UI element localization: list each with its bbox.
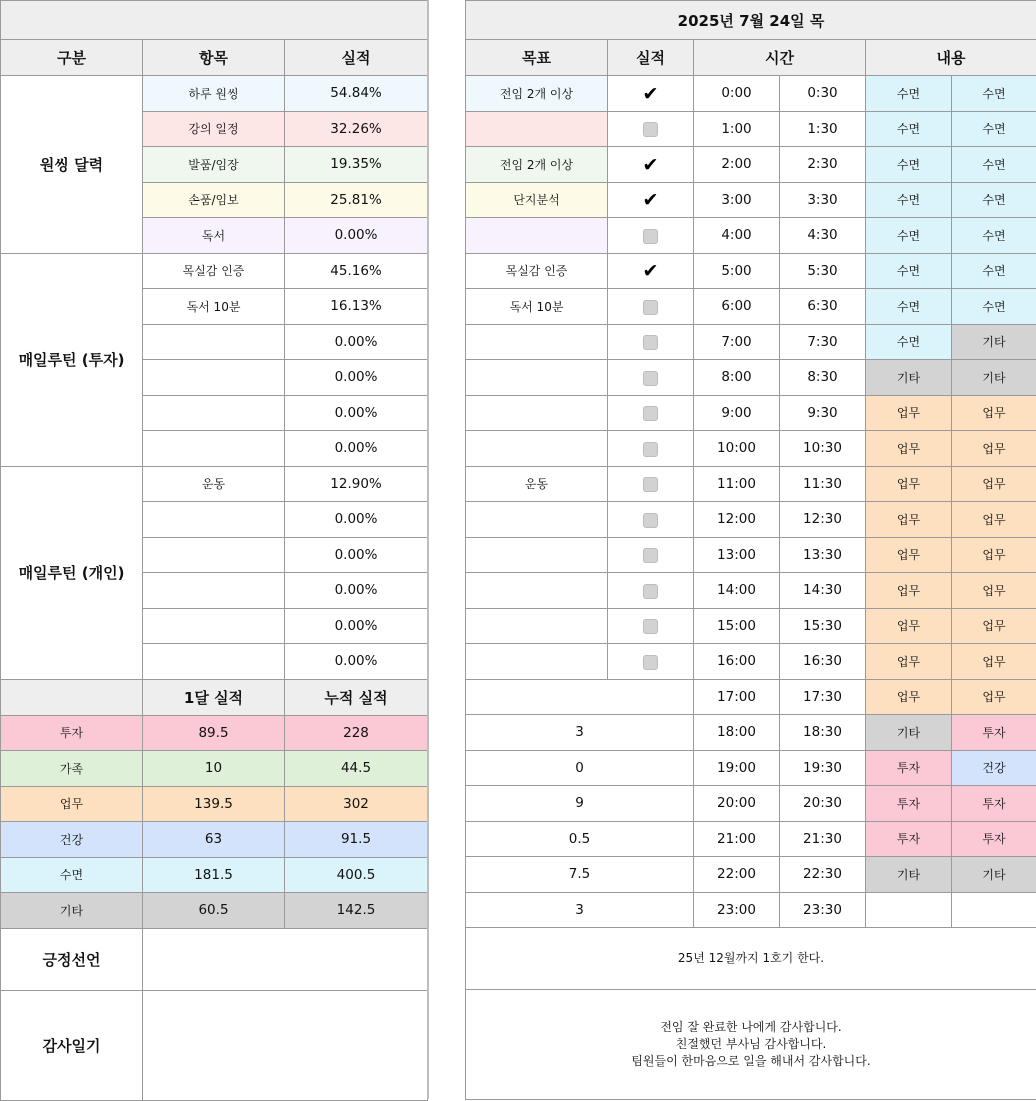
content-cell[interactable]: 업무 xyxy=(866,466,952,502)
summary-label: 수면 xyxy=(1,857,143,893)
achievement-value: 0.00% xyxy=(285,360,428,396)
content-cell[interactable]: 수면 xyxy=(866,289,952,325)
column-header: 구분 xyxy=(1,40,143,76)
table-row xyxy=(1,857,428,893)
achievement-value: 54.84% xyxy=(285,76,428,112)
time-half: 0:30 xyxy=(780,76,866,112)
achievement-value: 0.00% xyxy=(285,537,428,573)
item-label xyxy=(143,395,285,431)
table-row xyxy=(1,893,428,929)
table-row xyxy=(466,147,1036,183)
time-hour: 23:00 xyxy=(694,892,780,928)
achievement-value: 0.00% xyxy=(285,395,428,431)
time-half: 2:30 xyxy=(780,147,866,183)
time-half: 20:30 xyxy=(780,786,866,822)
time-half: 9:30 xyxy=(780,395,866,431)
time-half: 1:30 xyxy=(780,111,866,147)
time-half: 17:30 xyxy=(780,679,866,715)
time-hour: 10:00 xyxy=(694,431,780,467)
table-row xyxy=(1,466,428,502)
hours-note: 7.5 xyxy=(466,857,694,893)
item-label: 운동 xyxy=(143,466,285,502)
time-hour: 9:00 xyxy=(694,395,780,431)
result-checkbox[interactable] xyxy=(608,218,694,254)
goal-cell xyxy=(466,324,608,360)
content-cell[interactable]: 수면 xyxy=(952,289,1036,325)
table-row xyxy=(1,786,428,822)
table-row xyxy=(466,857,1036,893)
achievement-value: 45.16% xyxy=(285,253,428,289)
result-checkbox[interactable] xyxy=(608,537,694,573)
content-cell[interactable]: 수면 xyxy=(866,253,952,289)
header-content: 내용 xyxy=(866,40,1036,76)
content-cell[interactable]: 기타 xyxy=(952,857,1036,893)
checkmark-icon: ✔ xyxy=(643,83,659,105)
time-hour: 8:00 xyxy=(694,360,780,396)
content-cell[interactable]: 업무 xyxy=(866,608,952,644)
table-row xyxy=(466,821,1036,857)
content-cell[interactable]: 수면 xyxy=(952,253,1036,289)
item-label: 발품/임장 xyxy=(143,147,285,183)
total-value: 142.5 xyxy=(285,893,428,929)
time-hour: 11:00 xyxy=(694,466,780,502)
left-panel xyxy=(0,0,427,1101)
hours-note xyxy=(466,679,694,715)
table-row xyxy=(1,751,428,787)
hours-note: 0 xyxy=(466,750,694,786)
table-row xyxy=(466,573,1036,609)
achievement-value: 0.00% xyxy=(285,608,428,644)
table-row xyxy=(466,990,1036,1100)
total-value: 302 xyxy=(285,786,428,822)
total-value: 400.5 xyxy=(285,857,428,893)
time-half: 22:30 xyxy=(780,857,866,893)
content-cell[interactable]: 수면 xyxy=(866,111,952,147)
month-value: 139.5 xyxy=(143,786,285,822)
panel-divider xyxy=(427,0,429,1099)
gratitude-line: 팀원들이 한마음으로 일을 해내서 감사합니다. xyxy=(466,1053,1036,1070)
affirmation-label: 긍정선언 xyxy=(1,928,143,990)
column-header: 실적 xyxy=(285,40,428,76)
table-row xyxy=(1,928,428,990)
content-cell[interactable]: 업무 xyxy=(866,679,952,715)
achievement-value: 0.00% xyxy=(285,644,428,680)
time-hour: 2:00 xyxy=(694,147,780,183)
time-hour: 14:00 xyxy=(694,573,780,609)
goal-cell: 전임 2개 이상 xyxy=(466,76,608,112)
table-row xyxy=(466,786,1036,822)
content-cell[interactable]: 투자 xyxy=(952,786,1036,822)
item-label xyxy=(143,324,285,360)
time-hour: 4:00 xyxy=(694,218,780,254)
hours-note: 3 xyxy=(466,715,694,751)
gratitude-line: 전임 잘 완료한 나에게 감사합니다. xyxy=(466,1019,1036,1036)
time-hour: 1:00 xyxy=(694,111,780,147)
time-hour: 20:00 xyxy=(694,786,780,822)
total-value: 228 xyxy=(285,715,428,751)
content-cell[interactable]: 투자 xyxy=(866,786,952,822)
goal-cell: 독서 10분 xyxy=(466,289,608,325)
unchecked-box-icon xyxy=(643,655,658,670)
date-title: 2025년 7월 24일 목 xyxy=(466,1,1036,40)
goal-cell xyxy=(466,644,608,680)
achievement-value: 32.26% xyxy=(285,111,428,147)
summary-label: 투자 xyxy=(1,715,143,751)
result-checkbox[interactable] xyxy=(608,324,694,360)
content-cell[interactable]: 수면 xyxy=(866,147,952,183)
gratitude-label: 감사일기 xyxy=(1,990,143,1100)
content-cell[interactable]: 건강 xyxy=(952,750,1036,786)
goal-cell xyxy=(466,608,608,644)
result-checkbox[interactable] xyxy=(608,502,694,538)
month-value: 89.5 xyxy=(143,715,285,751)
result-checkbox[interactable] xyxy=(608,182,694,218)
result-checkbox[interactable] xyxy=(608,644,694,680)
time-half: 21:30 xyxy=(780,821,866,857)
checkmark-icon: ✔ xyxy=(643,260,659,282)
blank-title-cell xyxy=(1,1,428,40)
time-half: 6:30 xyxy=(780,289,866,325)
table-row xyxy=(1,990,428,1100)
goal-cell xyxy=(466,502,608,538)
unchecked-box-icon xyxy=(643,477,658,492)
achievement-value: 12.90% xyxy=(285,466,428,502)
time-hour: 3:00 xyxy=(694,182,780,218)
content-cell[interactable]: 수면 xyxy=(952,182,1036,218)
time-half: 16:30 xyxy=(780,644,866,680)
time-hour: 6:00 xyxy=(694,289,780,325)
content-cell[interactable]: 업무 xyxy=(866,644,952,680)
unchecked-box-icon xyxy=(643,300,658,315)
checkmark-icon: ✔ xyxy=(643,189,659,211)
gratitude-journal[interactable] xyxy=(466,990,1036,1100)
unchecked-box-icon xyxy=(643,229,658,244)
table-row xyxy=(466,1,1036,40)
result-checkbox[interactable] xyxy=(608,608,694,644)
table-row xyxy=(1,715,428,751)
time-hour: 12:00 xyxy=(694,502,780,538)
column-header: 항목 xyxy=(143,40,285,76)
content-cell[interactable]: 수면 xyxy=(866,182,952,218)
summary-label: 가족 xyxy=(1,751,143,787)
time-hour: 18:00 xyxy=(694,715,780,751)
category-label: 매일루틴 (투자) xyxy=(1,253,143,466)
total-value: 44.5 xyxy=(285,751,428,787)
content-cell[interactable]: 수면 xyxy=(952,218,1036,254)
content-cell[interactable]: 수면 xyxy=(866,76,952,112)
table-row xyxy=(466,218,1036,254)
goal-cell xyxy=(466,218,608,254)
table-row xyxy=(1,40,428,76)
result-checkbox[interactable] xyxy=(608,466,694,502)
summary-header xyxy=(1,679,143,715)
content-cell[interactable] xyxy=(952,892,1036,928)
time-hour: 22:00 xyxy=(694,857,780,893)
right-panel xyxy=(465,0,1036,1100)
unchecked-box-icon xyxy=(643,371,658,386)
content-cell[interactable]: 기타 xyxy=(866,857,952,893)
item-label xyxy=(143,537,285,573)
content-cell[interactable]: 투자 xyxy=(866,821,952,857)
table-row xyxy=(466,76,1036,112)
content-cell[interactable]: 기타 xyxy=(952,360,1036,396)
time-hour: 0:00 xyxy=(694,76,780,112)
item-label: 손품/임보 xyxy=(143,182,285,218)
table-row xyxy=(466,537,1036,573)
unchecked-box-icon xyxy=(643,442,658,457)
time-hour: 13:00 xyxy=(694,537,780,573)
gratitude-line: 친절했던 부사님 감사합니다. xyxy=(466,1036,1036,1053)
time-half: 14:30 xyxy=(780,573,866,609)
content-cell[interactable]: 업무 xyxy=(952,395,1036,431)
content-cell[interactable]: 업무 xyxy=(952,431,1036,467)
affirmation-blank xyxy=(143,928,428,990)
content-cell[interactable]: 업무 xyxy=(952,537,1036,573)
achievement-table xyxy=(0,0,428,1101)
content-cell[interactable]: 수면 xyxy=(866,324,952,360)
goal-cell xyxy=(466,395,608,431)
table-row xyxy=(1,1,428,40)
content-cell[interactable]: 수면 xyxy=(952,76,1036,112)
content-cell[interactable]: 수면 xyxy=(952,111,1036,147)
content-cell[interactable]: 투자 xyxy=(952,715,1036,751)
time-half: 11:30 xyxy=(780,466,866,502)
achievement-value: 0.00% xyxy=(285,218,428,254)
hours-note: 3 xyxy=(466,892,694,928)
header-time: 시간 xyxy=(694,40,866,76)
table-row xyxy=(1,253,428,289)
content-cell[interactable]: 업무 xyxy=(952,573,1036,609)
content-cell[interactable]: 업무 xyxy=(866,573,952,609)
result-checkbox[interactable] xyxy=(608,76,694,112)
time-half: 8:30 xyxy=(780,360,866,396)
goal-cell xyxy=(466,111,608,147)
achievement-value: 0.00% xyxy=(285,324,428,360)
content-cell[interactable]: 업무 xyxy=(866,395,952,431)
result-checkbox[interactable] xyxy=(608,395,694,431)
achievement-value: 0.00% xyxy=(285,573,428,609)
time-hour: 5:00 xyxy=(694,253,780,289)
table-row xyxy=(466,182,1036,218)
result-checkbox[interactable] xyxy=(608,253,694,289)
table-row xyxy=(466,928,1036,990)
content-cell[interactable]: 기타 xyxy=(866,360,952,396)
item-label xyxy=(143,431,285,467)
content-cell[interactable]: 투자 xyxy=(866,750,952,786)
content-cell[interactable]: 업무 xyxy=(866,537,952,573)
time-half: 15:30 xyxy=(780,608,866,644)
checkmark-icon: ✔ xyxy=(643,154,659,176)
month-value: 10 xyxy=(143,751,285,787)
time-hour: 15:00 xyxy=(694,608,780,644)
table-row xyxy=(466,502,1036,538)
header-goal: 목표 xyxy=(466,40,608,76)
goal-cell xyxy=(466,431,608,467)
time-hour: 19:00 xyxy=(694,750,780,786)
content-cell[interactable]: 수면 xyxy=(866,218,952,254)
item-label: 강의 일정 xyxy=(143,111,285,147)
item-label xyxy=(143,502,285,538)
unchecked-box-icon xyxy=(643,619,658,634)
time-hour: 17:00 xyxy=(694,679,780,715)
table-row xyxy=(466,466,1036,502)
goal-cell: 운동 xyxy=(466,466,608,502)
achievement-value: 16.13% xyxy=(285,289,428,325)
item-label: 독서 xyxy=(143,218,285,254)
achievement-value: 19.35% xyxy=(285,147,428,183)
content-cell[interactable]: 업무 xyxy=(952,679,1036,715)
content-cell[interactable]: 업무 xyxy=(866,431,952,467)
goal-cell xyxy=(466,573,608,609)
month-value: 63 xyxy=(143,822,285,858)
time-half: 19:30 xyxy=(780,750,866,786)
table-row xyxy=(466,289,1036,325)
table-row xyxy=(466,892,1036,928)
table-row xyxy=(466,40,1036,76)
content-cell[interactable]: 업무 xyxy=(952,608,1036,644)
table-row xyxy=(1,679,428,715)
unchecked-box-icon xyxy=(643,335,658,350)
total-value: 91.5 xyxy=(285,822,428,858)
month-value: 181.5 xyxy=(143,857,285,893)
content-cell[interactable]: 수면 xyxy=(952,147,1036,183)
time-half: 4:30 xyxy=(780,218,866,254)
time-half: 12:30 xyxy=(780,502,866,538)
summary-label: 기타 xyxy=(1,893,143,929)
table-row xyxy=(466,395,1036,431)
header-result: 실적 xyxy=(608,40,694,76)
content-cell[interactable]: 투자 xyxy=(952,821,1036,857)
table-row xyxy=(466,679,1036,715)
time-half: 3:30 xyxy=(780,182,866,218)
summary-label: 건강 xyxy=(1,822,143,858)
table-row xyxy=(466,750,1036,786)
table-row xyxy=(466,431,1036,467)
achievement-value: 25.81% xyxy=(285,182,428,218)
hours-note: 9 xyxy=(466,786,694,822)
summary-label: 업무 xyxy=(1,786,143,822)
time-half: 18:30 xyxy=(780,715,866,751)
achievement-value: 0.00% xyxy=(285,502,428,538)
content-cell[interactable]: 업무 xyxy=(952,644,1036,680)
content-cell[interactable]: 기타 xyxy=(952,324,1036,360)
goal-cell xyxy=(466,537,608,573)
item-label xyxy=(143,360,285,396)
table-row xyxy=(466,644,1036,680)
table-row xyxy=(466,253,1036,289)
table-row xyxy=(466,715,1036,751)
summary-header: 1달 실적 xyxy=(143,679,285,715)
affirmation-text[interactable]: 25년 12월까지 1호기 한다. xyxy=(466,928,1036,990)
hours-note: 0.5 xyxy=(466,821,694,857)
item-label: 하루 원씽 xyxy=(143,76,285,112)
category-label: 매일루틴 (개인) xyxy=(1,466,143,679)
table-row xyxy=(466,360,1036,396)
table-row xyxy=(466,324,1036,360)
goal-cell xyxy=(466,360,608,396)
content-cell[interactable]: 업무 xyxy=(866,502,952,538)
result-checkbox[interactable] xyxy=(608,431,694,467)
goal-cell: 단지분석 xyxy=(466,182,608,218)
category-label: 원씽 달력 xyxy=(1,76,143,254)
time-hour: 16:00 xyxy=(694,644,780,680)
time-half: 5:30 xyxy=(780,253,866,289)
item-label xyxy=(143,608,285,644)
item-label: 목실감 인증 xyxy=(143,253,285,289)
time-hour: 21:00 xyxy=(694,821,780,857)
table-row xyxy=(1,822,428,858)
item-label xyxy=(143,644,285,680)
unchecked-box-icon xyxy=(643,584,658,599)
time-half: 13:30 xyxy=(780,537,866,573)
result-checkbox[interactable] xyxy=(608,147,694,183)
table-row xyxy=(466,111,1036,147)
achievement-value: 0.00% xyxy=(285,431,428,467)
time-half: 10:30 xyxy=(780,431,866,467)
unchecked-box-icon xyxy=(643,513,658,528)
table-row xyxy=(1,76,428,112)
time-half: 23:30 xyxy=(780,892,866,928)
content-cell[interactable]: 업무 xyxy=(952,466,1036,502)
content-cell[interactable]: 업무 xyxy=(952,502,1036,538)
result-checkbox[interactable] xyxy=(608,289,694,325)
daily-schedule-table xyxy=(465,0,1036,1100)
table-row xyxy=(466,608,1036,644)
time-half: 7:30 xyxy=(780,324,866,360)
summary-header: 누적 실적 xyxy=(285,679,428,715)
result-checkbox[interactable] xyxy=(608,573,694,609)
result-checkbox[interactable] xyxy=(608,360,694,396)
month-value: 60.5 xyxy=(143,893,285,929)
item-label: 독서 10분 xyxy=(143,289,285,325)
item-label xyxy=(143,573,285,609)
gratitude-blank xyxy=(143,990,428,1100)
unchecked-box-icon xyxy=(643,406,658,421)
result-checkbox[interactable] xyxy=(608,111,694,147)
unchecked-box-icon xyxy=(643,122,658,137)
unchecked-box-icon xyxy=(643,548,658,563)
goal-cell: 전임 2개 이상 xyxy=(466,147,608,183)
time-hour: 7:00 xyxy=(694,324,780,360)
goal-cell: 목실감 인증 xyxy=(466,253,608,289)
content-cell[interactable] xyxy=(866,892,952,928)
content-cell[interactable]: 기타 xyxy=(866,715,952,751)
